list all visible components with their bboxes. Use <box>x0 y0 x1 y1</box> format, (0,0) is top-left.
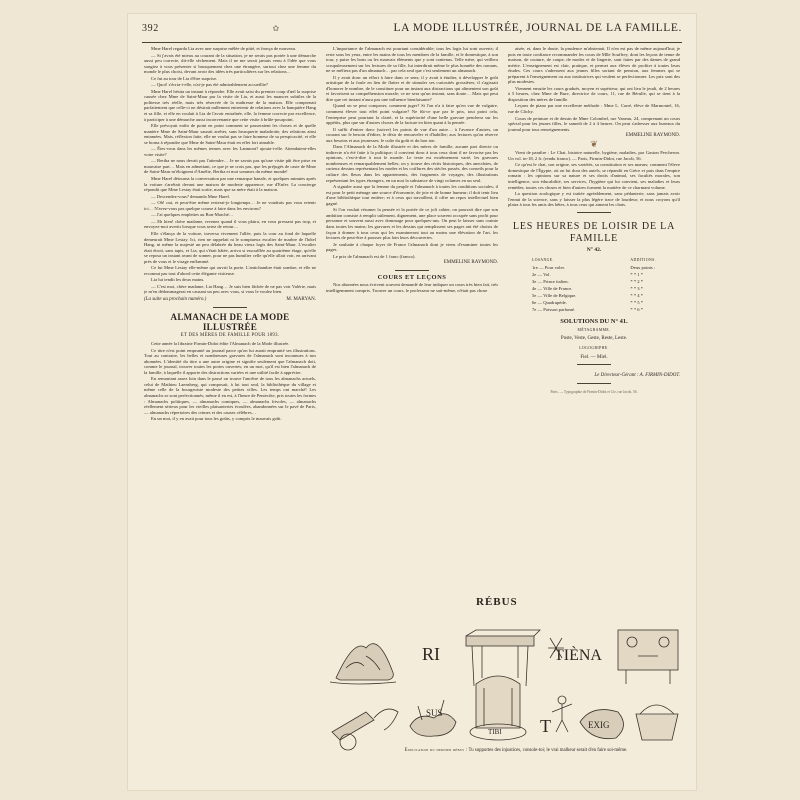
rebus-glyph: EXIG <box>588 720 610 730</box>
caption-text: Tu supportes des injustices, console-toi; le vrai malheur serait d'en faire soi-même. <box>468 748 628 753</box>
cours-paragraph: Nos abonnées nous écrivent souvent demandé de leur indiquer un cours très bien fait, très intelligemment compris. Trouver un cours, le professeur ne sait-même, n'était pas chose <box>326 282 498 293</box>
solution-label: MÉTAGRAMME. <box>577 327 611 332</box>
additions-line: * * 6 * <box>630 307 644 313</box>
story-paragraph: Ce fut au tour de Lia d'être surprise. <box>151 75 218 81</box>
puzzle-table <box>508 257 680 313</box>
rebus-glyph: TIÈNA <box>554 647 602 664</box>
cours-paragraph: Viennent ensuite les cours gradués, moyen et supérieur, qui ont lieu le jeudi, de 2 heures à 5 heures, chez Mme de Bure, directrice de cours, 11, rue de Bérulle, qui se tient à la disposition des mères de famille. <box>508 85 680 102</box>
almanach-paragraph: En un mot, il y en avait pour tous les goûts, y compris le mauvais goût. <box>151 416 282 422</box>
rebus-glyph: RI <box>422 644 440 664</box>
losange-line: 2e — Vol. <box>532 272 551 278</box>
cours-paragraph: Cours de peinture et de dessin de Mme Colombel, rue Vaneau, 24, comprenant un cours spécial pour les jeunes filles, le samedi de 2 à 4 heures. On peut s'adresser aux bureaux du journal pour tous renseignements. <box>508 115 680 132</box>
director-signature: Le Directeur-Gérant : A. FIRMIN-DIDOT. <box>594 373 680 379</box>
caption-lead: Explication du dernier rébus : <box>404 748 468 753</box>
almanach-paragraph: A signaler aussi que la femme du peuple et l'almanach à toutes les conditions sociales; il est pour le petit ménage une source d'économie, de joie et de bonne humeur; il doit tenir lieu d'une bibliothèque tout entière; et à ceux qui travaillent, il offre un repos intellectuel bien gagné. <box>326 184 498 206</box>
rebus-title: RÉBUS <box>476 596 518 608</box>
rebus-glyph: TIBI <box>488 728 502 736</box>
additions-line: * * 1 * <box>630 272 644 278</box>
book-paragraph: Vient de paraître : Le Chat, histoire naturelle, hygiène, maladies, par Gaston Percheron. Un vol. in-18, 2 fr. (rendu franco). — Paris, Firmin-Didot, rue Jacob, 56. <box>508 150 680 161</box>
losange-line: 7e — Poisson parfumé. <box>532 307 576 313</box>
almanach-paragraph: En remontant assez loin dans le passé on trouve l'ancêtre de tous les almanachs actuels, celui de Mathieu Laensberg, qui composait, à lui tout seul, la bibliothèque du village et même celle de la bourgeoisie modeste des petites villes. Les temps ont marché! Les almanachs se sont perfectionnés; même il en est, à l'heure de Pentecôte, pris toutes les formes : Almanachs politiques, — almanachs comiques, — almanachs frivoles, — almanachs réellement sérieux pour les vieilles plaisanteries écoulées, abandonnées sur le pavé de Paris, — almanachs répertoires des crimes et des causes célèbres… <box>144 376 316 415</box>
section-divider <box>577 212 611 213</box>
cours-paragraph: aisée, et, dans le doute, la prudence m'abstenait. Il n'en est pas de même aujourd'hui; je puis en toute confiance recommander les cours de Mlle Souffrey, dont les leçons de tenue de maison, de couture, de coupe, de modes et de lingerie, sont faites par des dames de grand mérite. L'enseignement est clair, pratique, et permet aux élèves de profiter à toutes leurs études. Ces cours s'adressent aux jeunes filles sortant de pension, aux femmes qui se préparent à l'enseignement ou aux institutrices qui veulent se perfectionner. Les prix sont des plus modestes. <box>508 46 680 85</box>
book-paragraph: La question zoologique y est traitée agréablement, sans pédanterie, sans jamais avoir l'ennui de la science, sans y laisser la plus légère trace de lourdeur; et nous croyons qu'il plaira à tous les amis des bêtes, à tous ceux qui aiment les chats. <box>508 191 680 208</box>
story-paragraph: Elle prévoyait enfin de point en point comment se passeraient les choses et de quelle manière Mme de Saint-Maur saurait arrêter, sans brusquerie maladroite, des relations ainsi entamées. Mais, réflexion faite, elle ne voulut pas se faire honneur de sa perspicacité, et elle se borna à répondre que Mme de Saint-Maur était en effet fort aimable. <box>144 123 316 145</box>
story-paragraph: — Quoi! s'écria-t-elle, n'ai-je pas été admirablement accueillie? <box>151 82 268 88</box>
solutions-title: SOLUTIONS DU N° 41. <box>560 318 628 326</box>
losange-line: 6e — Quadrupède. <box>532 300 567 306</box>
rebus-caption <box>356 748 676 754</box>
rebus-puzzle <box>326 596 686 780</box>
newspaper-page <box>128 14 696 790</box>
almanach-paragraph: Quand on se peut composer, comment juger? Si l'on n'a à faire qu'en vue de vulgaire, comment élever tout effet point vulgaire? Ne fût-ce que par le prix, tout point cela, l'entreprise peut pourtant la clarté, et la supériorité d'une belle gravure penchera sur les appétits, plus que sur d'autres choses de la facture en bien quant à la pensée. <box>326 103 498 126</box>
journal-title: LA MODE ILLUSTRÉE, JOURNAL DE LA FAMILLE. <box>393 22 682 34</box>
dancing-figures-icon <box>552 696 572 732</box>
page-number: 392 <box>142 23 159 34</box>
losange-line: 5e — Ville de Belgique. <box>532 293 577 299</box>
losange-line: 4e — Ville de France. <box>532 286 573 292</box>
cours-title: COURS ET LEÇONS <box>377 273 447 281</box>
additions-line: * * 3 * <box>630 286 644 292</box>
additions-line: Deux points : <box>630 265 656 271</box>
puzzle-additions <box>630 257 656 313</box>
story-paragraph: Lia lui tendit les deux mains. <box>151 277 205 283</box>
printer-imprint: Paris. — Typographie de Firmin-Didot et Cie, rue Jacob, 56. <box>550 389 638 394</box>
story-paragraph: — Oh! oui, et peut-être même resterai-je longtemps… Je ne voudrais pas vous retenir ici… N'avez-vous pas quelque course à faire dans les environs? <box>144 200 316 211</box>
story-paragraph: Mme Harel hésita un instant à répondre. Elle avait saisi du premier coup d'œil la surprise causée chez Mme de Saint-Maur par la visite de Lia, et aussi les nuances subtiles de la politesse très réelle, mais très réservée de la maîtresse de la maison. Elle comprenait parfaitement que celle-ci ne désirait nullement entretenir de relations avec la banquière Hang et sa fille, et elle en voulait à Lia de l'avoir entraînée, elle, la femme correcte par excellence, à participer à une démarche aussi inconvenante que cette visite à brûle-pourpoint. <box>144 88 316 122</box>
fleuron-ornament: ❦ <box>590 138 598 149</box>
almanach-signature: EMMELINE RAYMOND. <box>443 260 498 266</box>
tea-party-icon <box>618 630 678 684</box>
puzzle-losange <box>532 257 576 313</box>
almanach-paragraph: Ce titre n'est point emprunté au journal parce qu'on lui aurait emprunté ses illustrations. Tout au contraire, les belles et nombreuses gravures de l'almanach sont inconnues à nos abonnées. L'identité du titre a une autre origine et signifie seulement que l'almanach doit, comme le journal, trouver toutes les portes ouvertes; en un mot, qu'il est bien l'almanach de la famille, à laquelle il apporte des distractions variées et une utilité facile à apprécier. <box>144 347 316 375</box>
story-paragraph: — Êtes-vous dans les mêmes termes avec les Lanmont? ajouta-t-elle. Attendaient-elles votre visite? <box>144 146 316 157</box>
solution-label: LOGOGRIPHE. <box>579 345 609 350</box>
almanach-paragraph: Si l'on voulait résumer la pensée et la portée de ce joli cahier, on pourrait dire que son ambition consiste à remplir utilement, dignement, une place souvent occupée sans profit pour personne et souvent aussi avec dommage pour quelques-uns. On peut le laisser sans crainte dans toutes les mains; les gravures et les dessins qui remplissent ses pages ont été choisis de façon à donner à tous ceux qui les examineront tout au moins une élévation de l'art, les lectures de peut-être à pousser plus loin leurs découvertes. <box>326 207 498 241</box>
header-rule <box>142 42 682 43</box>
story-signature <box>144 297 316 303</box>
story-paragraph: — Si j'avais été mieux au courant de la situation, je ne serais pas portée à une démarche aussi peu correcte, dit-elle sèchement. Mais il ne me serait jamais venu à l'idée que vous songiez à vous présenter si brusquement chez une étrangère, surtout chez une femme du monde le plus choisi, devant avoir des idées très particulières sur les relations… <box>144 52 316 75</box>
book-paragraph: Ce qu'est le chat, son origine, ses variétés, sa constitution et ses mœurs; comment l'éleve domestique de l'Égypte, où on lui dora des autels, se répandit en Grèce et puis dans l'empire romain : les opinions sur sa nature et ses droits d'animal, ses facultés morales, son intelligence, son éducabilité, ses services, l'hygiène qui lui convient, ses maladies et leurs remèdes; toutes ces choses et bien d'autres forment la matière de ce charmant volume. <box>508 162 680 190</box>
section-divider <box>213 307 247 308</box>
story-paragraph: — Descendez-vous? demanda Mme Harel. <box>151 193 230 199</box>
section-divider <box>577 364 611 365</box>
rebus-illustration <box>326 608 686 758</box>
solution-answer: Fiel. — Miel. <box>580 354 608 360</box>
additions-line: * * 2 * <box>630 279 644 285</box>
additions-header: ADDITIONS. <box>630 258 656 263</box>
vegetables-icon <box>410 700 456 736</box>
heures-number: N° 42. <box>586 246 602 253</box>
heures-title: LES HEURES DE LOISIR DE LA FAMILLE <box>512 220 676 244</box>
additions-line: * * 5 * <box>630 300 644 306</box>
story-paragraph: — C'est moi, chère madame, Lia Hang… Je suis bien fâchée de ne pas voir Valérie, mais je m'en dédommagerai en causant un peu avec vous, si vous le voulez bien. <box>144 283 316 295</box>
story-paragraph: Elle s'élança de la voiture, traversa vivement l'allée, puis la cour au fond de laquelle demeurait Mme Lestay. Ici, rien ne rappelait ni le somptueux escalier de marbre de l'hôtel Hang, ni même la majesté un peu délabrée du beau vieux logis des Saint-Maur. L'escalier était étroit, sans tapis, et Lia, qui s'était hâtée, arriva si essoufflée au quatrième étage, qu'elle se reposa un instant avant de sonner, pour ne pas humilier celle qu'elle allait voir, en arrivant près de vous et le visage enflammé. <box>144 230 316 264</box>
story-paragraph: Mme Harel détourna la conversation par une remarque banale, et quelques minutes après la voiture s'arrêtait devant une maison de modeste apparence, rue d'Enfer. La concierge répondit que Mme Lestay était sortie, mais que sa mère était à la maison. <box>144 176 316 193</box>
header-ornament: ✿ <box>272 24 280 33</box>
almanach-paragraph: L'importance de l'almanach est pourtant considérable; tous les logis lui sont ouverts; il reste sous les yeux, entre les mains de tous les membres de la famille, et le domestique, à son tour, y puise les bons ou les mauvais éléments que y sont contenus. Telle mère, qui veillera scrupuleusement sur les lectures de sa fille, lui interdirait même le plus honnête des romans, ne se méfiera pas d'un almanach… par cela seul que c'est seulement un almanach. <box>326 46 498 74</box>
column-middle <box>326 46 498 470</box>
column-right <box>508 46 680 470</box>
story-paragraph: — J'ai quelques emplettes au Bon-Marché… <box>151 212 234 218</box>
almanach-paragraph: Dans l'Almanach de la Mode illustrée et des mères de famille, aucune part directe ou indirecte n'a été faite à la politique; il convient donc à tous ceux dont il ne favorise pas les opinions, c'est-à-dire à tout le monde. Le texte est extrêmement varié, les gravures nombreuses et remarquablement belles; on y trouve des récits historiques, des anecdotes, de curieux dessins représentant les modes et les coiffures des siècles passés, des conseils pour la culture des fleurs dans les appartements, des fragments de voyages, des illustrations représentant les types étrangers, en un mot la substance de vingt volumes en un seul. <box>326 144 498 183</box>
story-paragraph: Mme Harel regarda Lia avec une surprise mêlée de pitié, et fronça de nouveau. <box>151 46 297 51</box>
pile-of-sand-icon <box>330 644 396 684</box>
story-author: M. MARYAN. <box>286 296 316 302</box>
column-left <box>144 46 316 762</box>
almanach-paragraph: Il suffit d'entrer donc (suivre) les points de vue d'un autre… à l'avance d'autres, un courant sur le besoin d'éditer, le désir de renouveler et d'habiller; aux lectures qu'on réserve aux besoins et aux jeunesses; le culte du goût et du bon ton. <box>326 126 498 143</box>
section-divider <box>395 270 429 271</box>
cours-signature: EMMELINE RAYMOND. <box>625 133 680 139</box>
almanach-title: ALMANACH DE LA MODE ILLUSTRÉE <box>170 311 290 332</box>
almanach-paragraph: Il y avait donc un effort à faire dans ce sens; il y avait à étudier, à développer le goût artistique de la foule en lieu de flatter et de stimuler ses curiosités grossières; il s'agissait d'honorer le nombre, de le constituer pour un instant aux distractions qui alimentent son goût et favorisent sa compréhension morale; ce ne sera qu'un instant, sans doute… Mais qui peut dire que cet instant n'aura pas une influence bienfaisante? <box>326 74 498 102</box>
almanach-paragraph: Je souhaite à chaque foyer de France l'almanach dont je viens d'examiner toutes les pages. <box>326 241 498 253</box>
almanach-paragraph: Cette année la librairie Firmin-Didot édite l'Almanach de la Mode illustrée. <box>151 341 290 347</box>
story-paragraph: — Eh bien! chère madame, revenez quand il vous plaira, en vous pressant pas trop, et envoyez-moi avertir lorsque vous serez de retour… <box>144 218 316 230</box>
almanach-paragraph: Le prix de l'almanach est de 1 franc (franco). <box>333 253 416 259</box>
continuation-note: (La suite au prochain numéro.) <box>144 296 207 302</box>
section-divider <box>577 383 611 384</box>
cannon-icon <box>332 709 398 750</box>
rebus-glyph: SUS <box>426 708 443 718</box>
losange-line: 3e — Prince italien. <box>532 279 569 285</box>
story-paragraph: Ce fut Mme Lestay elle-même qui ouvrit la porte. L'antichambre était sombre, et elle ne reconnut pas tout d'abord cette élégante visiteuse. <box>144 265 316 276</box>
rebus-glyph: T <box>540 716 551 736</box>
story-paragraph: — Bertha ne nous devait pas l'attendre… Je ne savais pas qu'une visite pût être prise en mauvaise part… Mais en admettant, ce que je ne crois pas, que les préjugés de caste de Mme de Saint-Maur m'éloignent d'Amélie, Bertha et moi sommes du même monde! <box>144 158 316 175</box>
basket-icon <box>636 705 678 740</box>
almanach-subtitle: ET DES MÈRES DE FAMILLE POUR 1893. <box>180 332 280 338</box>
losange-line: 1re — Pour voler. <box>532 265 565 271</box>
losange-header: LOSANGE. <box>532 258 554 263</box>
additions-line: * * 4 * <box>630 293 644 299</box>
solution-answer: Poste, Veste, Geste, Reste, Leste. <box>560 336 628 342</box>
page-header <box>142 22 682 40</box>
cours-paragraph: Leçons de piano par une excellente méthode : Mme L. Carré, élève de Marmontel, 16, rue de Clichy. <box>508 103 680 115</box>
